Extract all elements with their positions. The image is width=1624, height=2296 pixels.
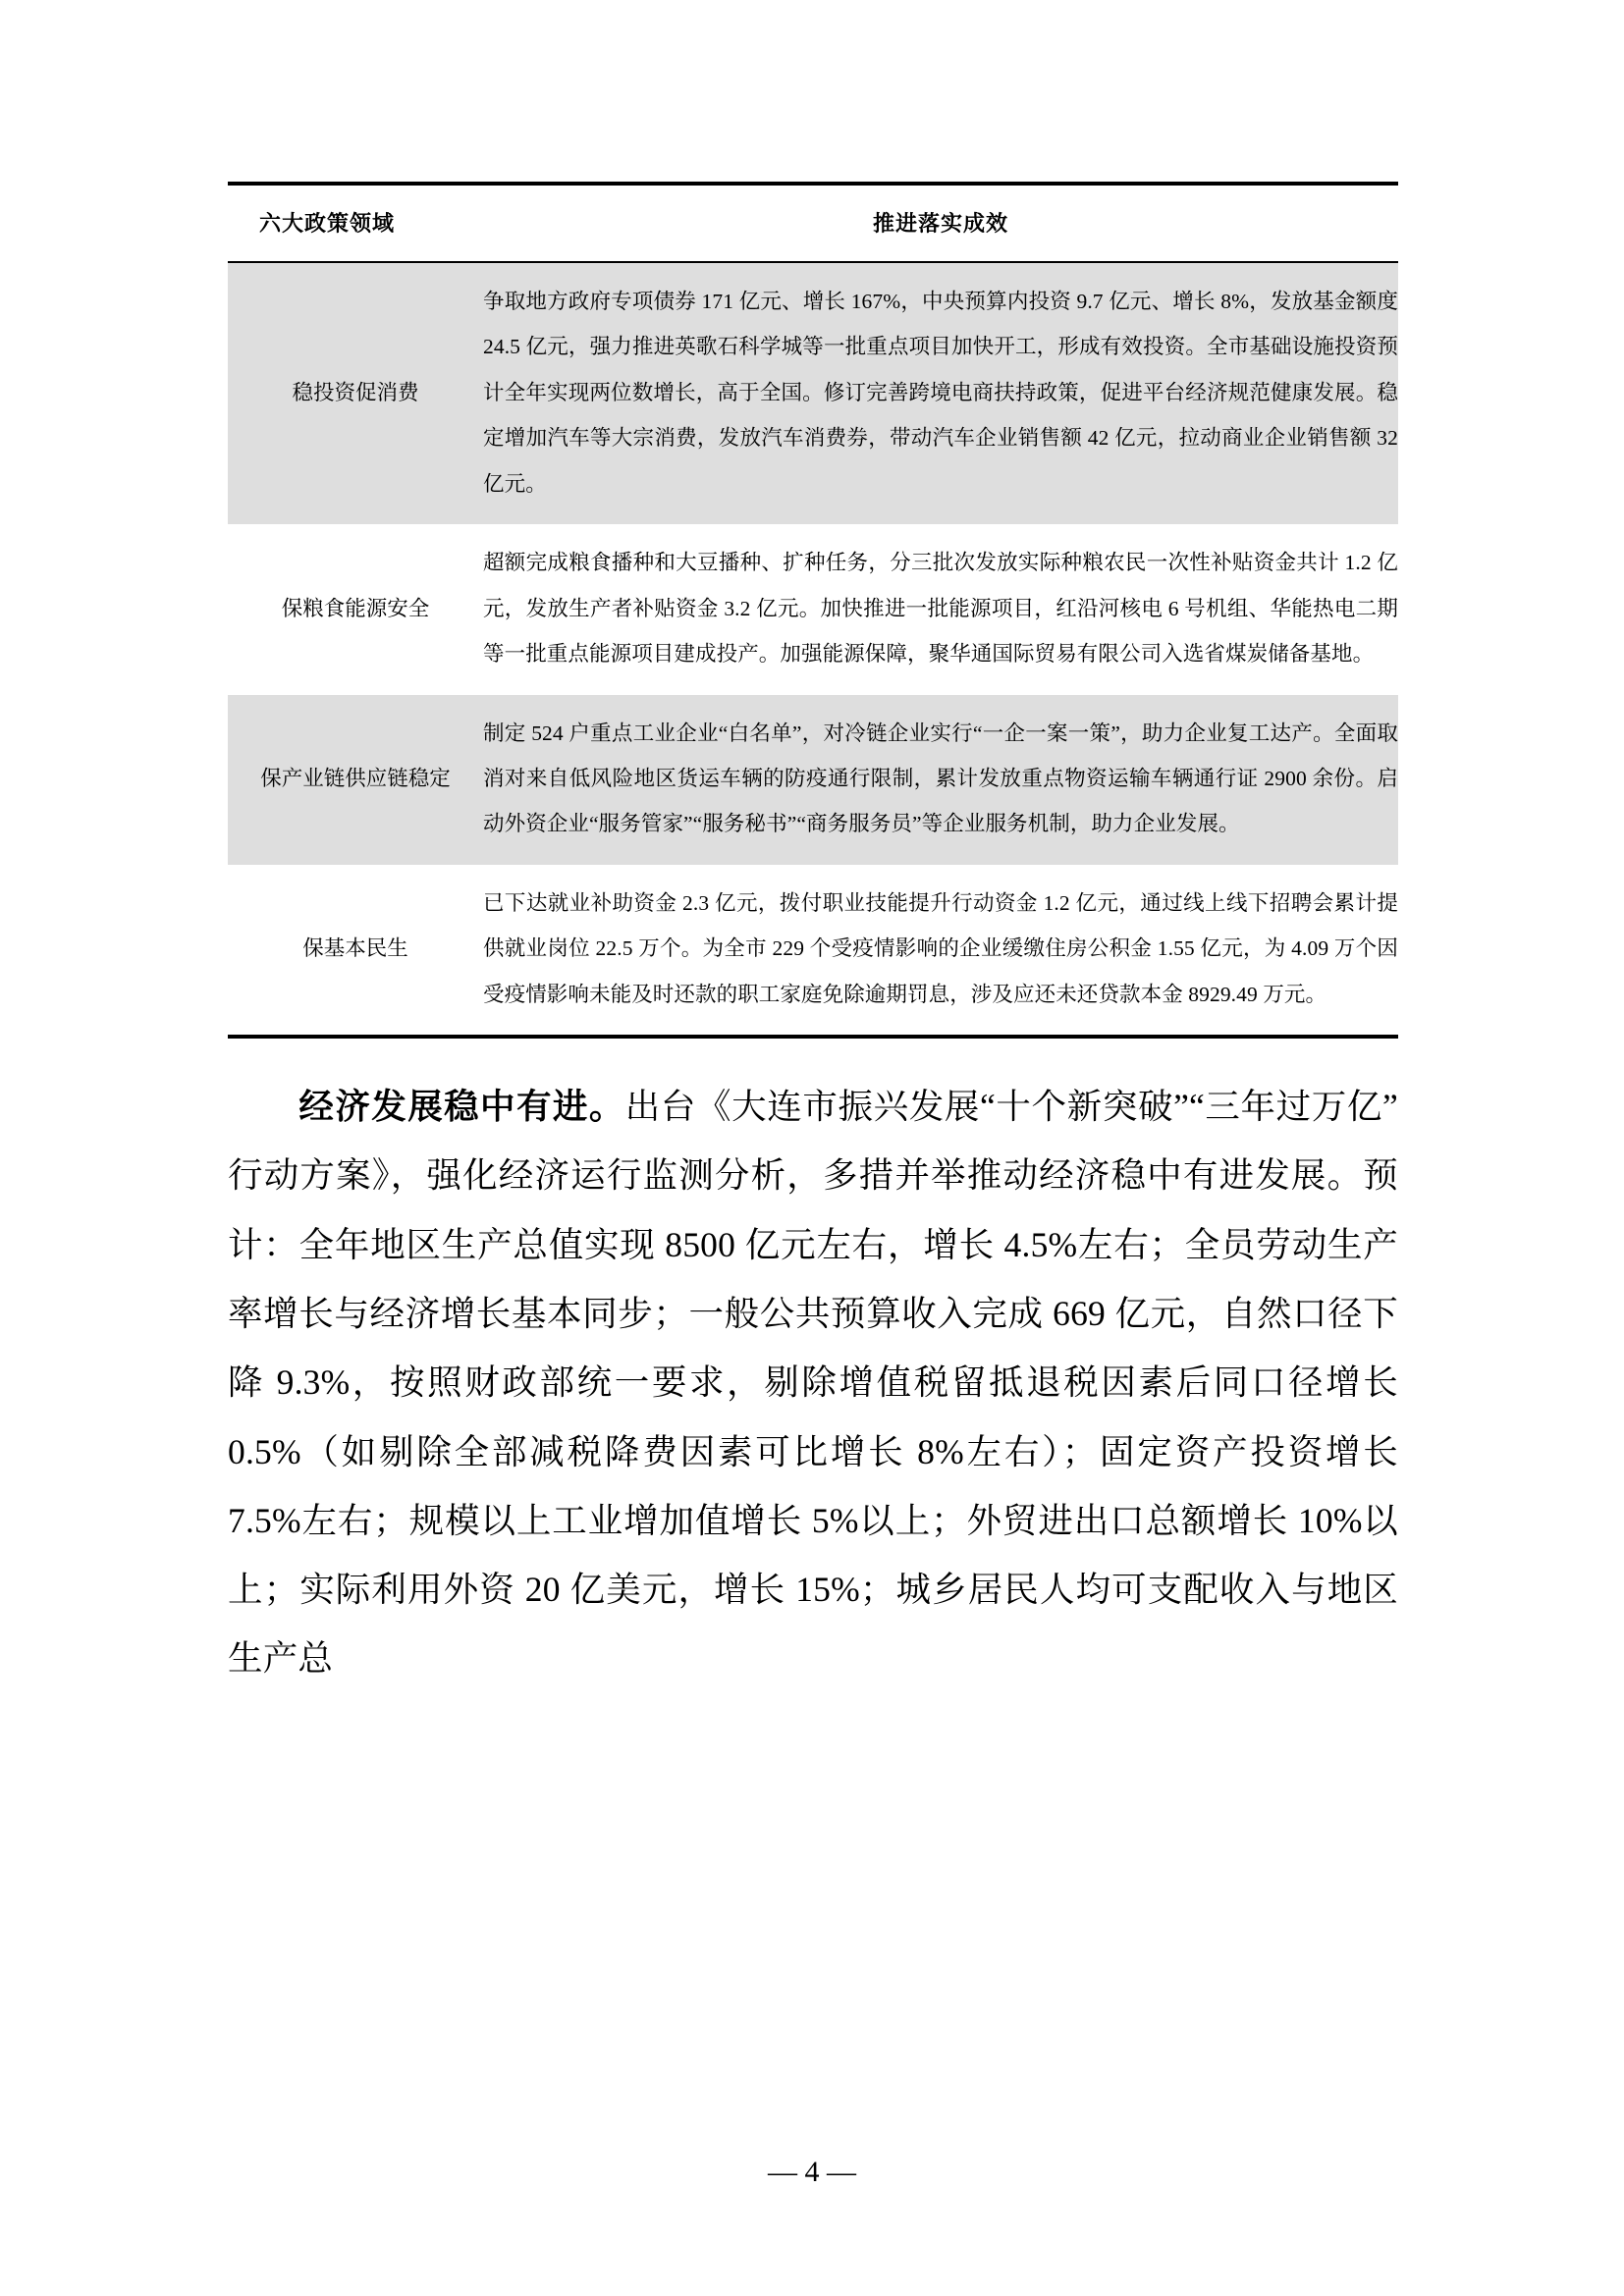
table-row [228, 865, 1398, 1037]
table-row [228, 262, 1398, 524]
column-header-policy-area: 六大政策领域 [228, 184, 483, 262]
page-number: — 4 — [768, 2156, 856, 2188]
table-header [228, 184, 1398, 262]
column-header-implementation-effect: 推进落实成效 [483, 184, 1398, 262]
paragraph-lead-title: 经济发展稳中有进。 [298, 1087, 625, 1127]
page-footer [0, 2156, 1624, 2189]
cell-implementation-effect: 超额完成粮食播种和大豆播种、扩种任务，分三批次发放实际种粮农民一次性补贴资金共计 1.2 亿元，发放生产者补贴资金 3.2 亿元。加快推进一批能源项目，红沿河核电 6 号机组、华能热电二期等一批重点能源项目建成投产。加强能源保障，聚华通国际贸易有限公司入选省煤炭储备基地。 [483, 524, 1398, 694]
table-row [228, 524, 1398, 694]
table-body [228, 262, 1398, 1037]
policy-implementation-table [228, 182, 1398, 1039]
cell-policy-area: 保产业链供应链稳定 [228, 695, 483, 865]
cell-policy-area: 保基本民生 [228, 865, 483, 1037]
cell-policy-area: 稳投资促消费 [228, 262, 483, 524]
cell-policy-area: 保粮食能源安全 [228, 524, 483, 694]
cell-implementation-effect: 已下达就业补助资金 2.3 亿元，拨付职业技能提升行动资金 1.2 亿元，通过线上线下招聘会累计提供就业岗位 22.5 万个。为全市 229 个受疫情影响的企业缓缴住房公积金 1.55 亿元，为 4.09 万个因受疫情影响未能及时还款的职工家庭免除逾期罚息，涉及应还未还贷款本金 8929.49 万元。 [483, 865, 1398, 1037]
table-row [228, 695, 1398, 865]
cell-implementation-effect: 制定 524 户重点工业企业“白名单”，对冷链企业实行“一企一案一策”，助力企业复工达产。全面取消对来自低风险地区货运车辆的防疫通行限制，累计发放重点物资运输车辆通行证 2900 余份。启动外资企业“服务管家”“服务秘书”“商务服务员”等企业服务机制，助力企业发展。 [483, 695, 1398, 865]
body-paragraph [228, 1072, 1398, 1693]
paragraph-text: 出台《大连市振兴发展“十个新突破”“三年过万亿”行动方案》，强化经济运行监测分析，多措并举推动经济稳中有进发展。预计：全年地区生产总值实现 8500 亿元左右，增长 4.5%左右；全员劳动生产率增长与经济增长基本同步；一般公共预算收入完成 669 亿元，自然口径下降 9.3%，按照财政部统一要求，剔除增值税留抵退税因素后同口径增长 0.5%（如剔除全部减税降费因素可比增长 8%左右）；固定资产投资增长 7.5%左右；规模以上工业增加值增长 5%以上；外贸进出口总额增长 10%以上；实际利用外资 20 亿美元，增长 15%；城乡居民人均可支配收入与地区生产总 [228, 1087, 1398, 1679]
table-header-row [228, 184, 1398, 262]
page-content [228, 182, 1398, 1693]
cell-implementation-effect: 争取地方政府专项债券 171 亿元、增长 167%，中央预算内投资 9.7 亿元、增长 8%，发放基金额度 24.5 亿元，强力推进英歌石科学城等一批重点项目加快开工，形成有效投资。全市基础设施投资预计全年实现两位数增长，高于全国。修订完善跨境电商扶持政策，促进平台经济规范健康发展。稳定增加汽车等大宗消费，发放汽车消费券，带动汽车企业销售额 42 亿元，拉动商业企业销售额 32 亿元。 [483, 262, 1398, 524]
